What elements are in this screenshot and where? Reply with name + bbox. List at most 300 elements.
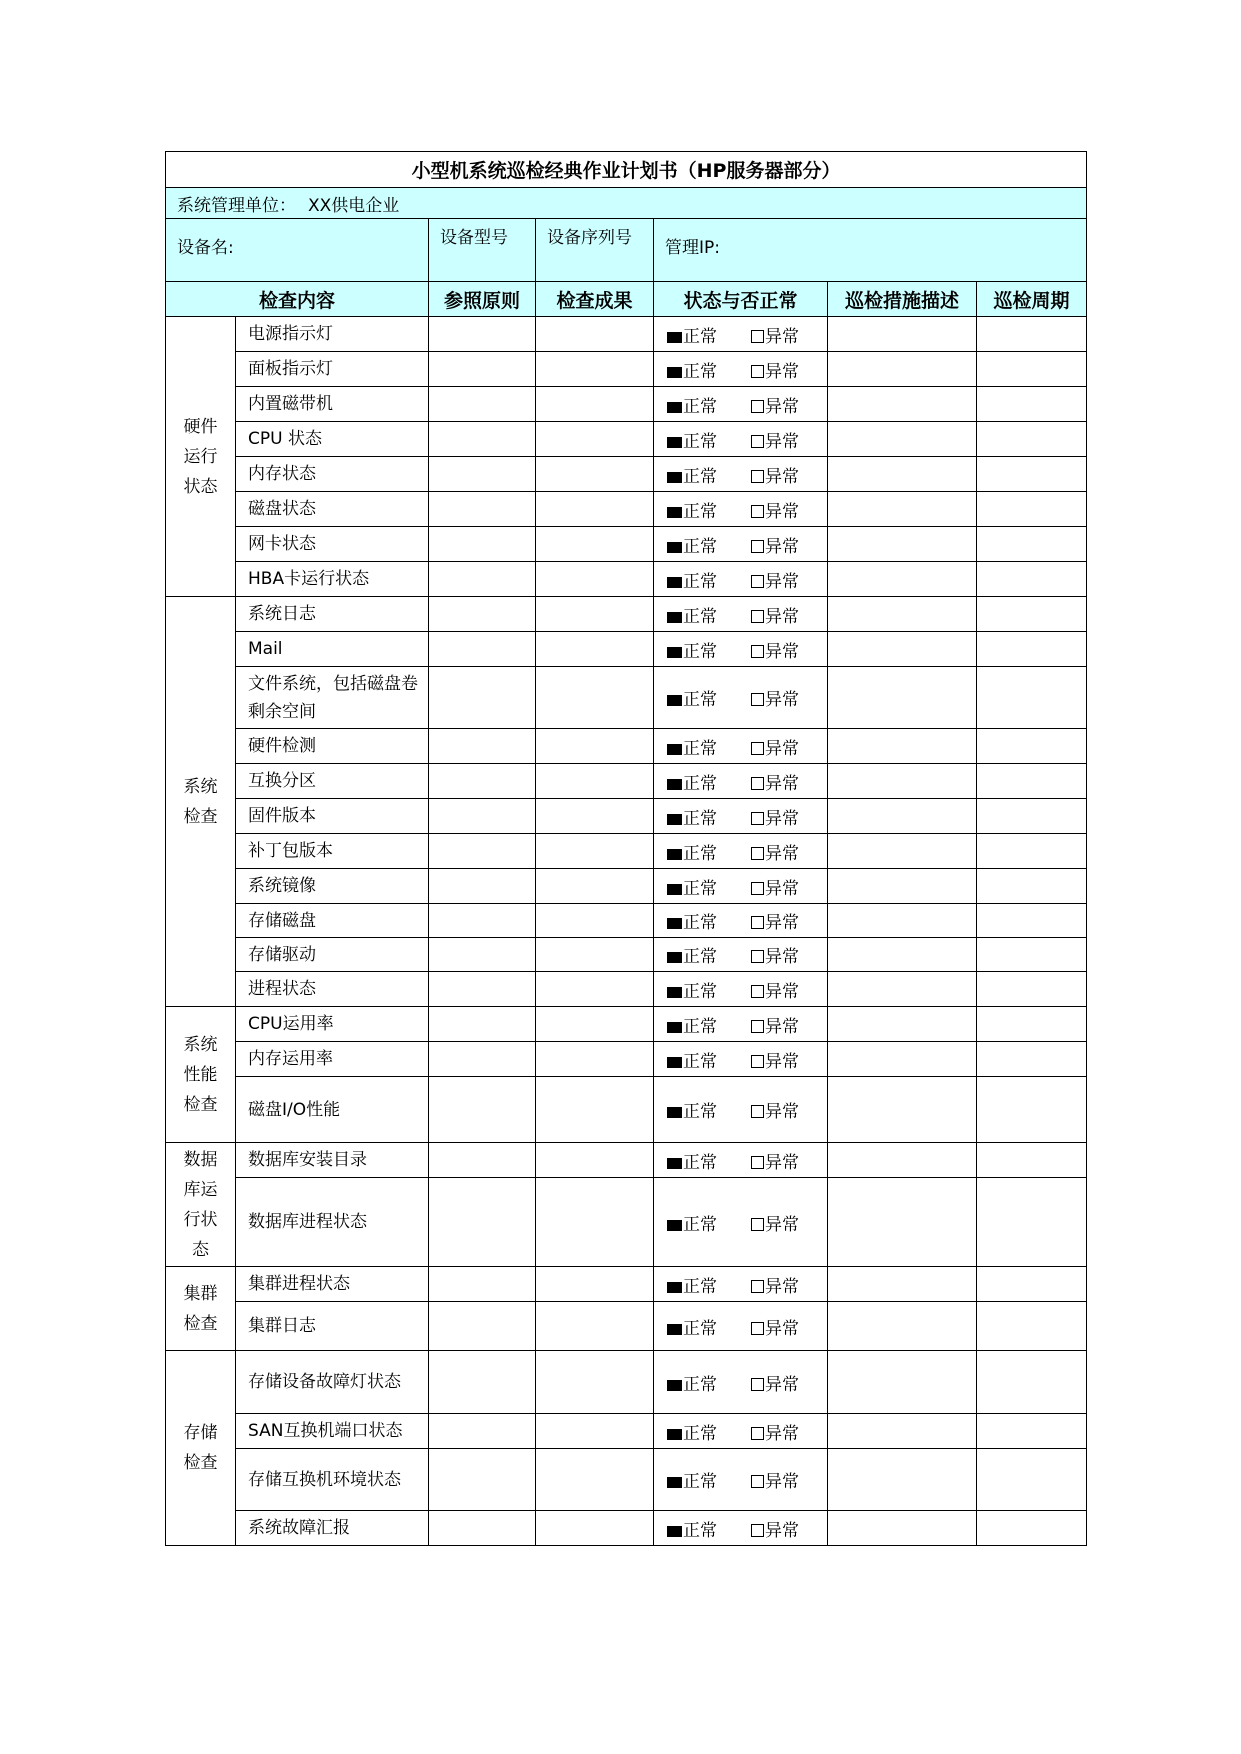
- normal-option[interactable]: [667, 1210, 717, 1235]
- measures-cell[interactable]: [828, 492, 977, 527]
- standard-cell[interactable]: [429, 1302, 536, 1351]
- unchecked-box-icon[interactable]: [751, 400, 764, 413]
- result-cell[interactable]: [536, 869, 654, 904]
- abnormal-option[interactable]: [751, 1419, 799, 1444]
- device-name-cell[interactable]: [166, 219, 429, 282]
- management-unit-value: XX供电企业: [308, 195, 400, 216]
- abnormal-option[interactable]: [751, 1272, 799, 1297]
- status-cell: [654, 904, 828, 938]
- result-cell[interactable]: [536, 1414, 654, 1449]
- unchecked-box-icon[interactable]: [751, 742, 764, 755]
- check-item: CPU 状态: [236, 422, 429, 457]
- checked-box-icon[interactable]: [667, 952, 682, 963]
- normal-label: 正常: [683, 466, 717, 487]
- normal-label: 正常: [683, 1423, 717, 1444]
- abnormal-label: 异常: [765, 1423, 799, 1444]
- period-cell[interactable]: [977, 422, 1087, 457]
- status-cell: [654, 834, 828, 869]
- unchecked-box-icon[interactable]: [751, 1280, 764, 1293]
- result-cell[interactable]: [536, 1449, 654, 1511]
- unchecked-box-icon[interactable]: [751, 330, 764, 343]
- table-row: [166, 387, 1087, 422]
- normal-option[interactable]: [667, 685, 717, 710]
- period-cell[interactable]: [977, 904, 1087, 938]
- checked-box-icon[interactable]: [667, 1526, 682, 1537]
- period-cell[interactable]: [977, 799, 1087, 834]
- result-cell[interactable]: [536, 1143, 654, 1178]
- management-ip-cell[interactable]: [654, 219, 1087, 282]
- measures-cell[interactable]: [828, 1414, 977, 1449]
- period-cell[interactable]: [977, 457, 1087, 492]
- measures-cell[interactable]: [828, 597, 977, 632]
- standard-cell[interactable]: [429, 562, 536, 597]
- normal-option[interactable]: [667, 637, 717, 662]
- period-cell[interactable]: [977, 1007, 1087, 1042]
- abnormal-option[interactable]: [751, 1097, 799, 1122]
- normal-option[interactable]: [667, 497, 717, 522]
- measures-cell[interactable]: [828, 729, 977, 764]
- checked-box-icon[interactable]: [667, 744, 682, 755]
- result-cell[interactable]: [536, 492, 654, 527]
- period-cell[interactable]: [977, 1042, 1087, 1077]
- checked-box-icon[interactable]: [667, 542, 682, 553]
- unchecked-box-icon[interactable]: [751, 693, 764, 706]
- standard-cell[interactable]: [429, 1042, 536, 1077]
- period-cell[interactable]: [977, 1178, 1087, 1267]
- checked-box-icon[interactable]: [667, 437, 682, 448]
- period-cell[interactable]: [977, 729, 1087, 764]
- checked-box-icon[interactable]: [667, 647, 682, 658]
- unchecked-box-icon[interactable]: [751, 985, 764, 998]
- period-cell[interactable]: [977, 764, 1087, 799]
- normal-option[interactable]: [667, 839, 717, 864]
- result-cell[interactable]: [536, 352, 654, 387]
- standard-cell[interactable]: [429, 667, 536, 729]
- measures-cell[interactable]: [828, 799, 977, 834]
- unchecked-box-icon[interactable]: [751, 470, 764, 483]
- table-row: [166, 562, 1087, 597]
- result-cell[interactable]: [536, 1178, 654, 1267]
- check-item: HBA卡运行状态: [236, 562, 429, 597]
- status-cell: [654, 869, 828, 904]
- result-cell[interactable]: [536, 317, 654, 352]
- unchecked-box-icon[interactable]: [751, 777, 764, 790]
- normal-label: 正常: [683, 536, 717, 557]
- checked-box-icon[interactable]: [667, 1429, 682, 1440]
- normal-option[interactable]: [667, 602, 717, 627]
- period-cell[interactable]: [977, 1267, 1087, 1302]
- checked-box-icon[interactable]: [667, 1057, 682, 1068]
- standard-cell[interactable]: [429, 632, 536, 667]
- period-cell[interactable]: [977, 667, 1087, 729]
- checked-box-icon[interactable]: [667, 779, 682, 790]
- abnormal-option[interactable]: [751, 462, 799, 487]
- abnormal-label: 异常: [765, 738, 799, 759]
- unchecked-box-icon[interactable]: [751, 575, 764, 588]
- normal-option[interactable]: [667, 942, 717, 967]
- result-cell[interactable]: [536, 1267, 654, 1302]
- unchecked-box-icon[interactable]: [751, 610, 764, 623]
- measures-cell[interactable]: [828, 667, 977, 729]
- measures-cell[interactable]: [828, 562, 977, 597]
- category-cell: 系统 检查: [166, 597, 236, 1007]
- measures-cell[interactable]: [828, 1302, 977, 1351]
- check-item: 内存状态: [236, 457, 429, 492]
- check-item: 文件系统，包括磁盘卷剩余空间: [236, 667, 429, 729]
- measures-cell[interactable]: [828, 632, 977, 667]
- status-cell: [654, 492, 828, 527]
- measures-cell[interactable]: [828, 972, 977, 1007]
- measures-cell[interactable]: [828, 764, 977, 799]
- normal-option[interactable]: [667, 392, 717, 417]
- standard-cell[interactable]: [429, 387, 536, 422]
- normal-option[interactable]: [667, 1419, 717, 1444]
- normal-label: 正常: [683, 1214, 717, 1235]
- standard-cell[interactable]: [429, 729, 536, 764]
- normal-option[interactable]: [667, 427, 717, 452]
- device-serial-cell[interactable]: [536, 219, 654, 282]
- measures-cell[interactable]: [828, 1449, 977, 1511]
- result-cell[interactable]: [536, 799, 654, 834]
- measures-cell[interactable]: [828, 422, 977, 457]
- period-cell[interactable]: [977, 562, 1087, 597]
- result-cell[interactable]: [536, 562, 654, 597]
- standard-cell[interactable]: [429, 1178, 536, 1267]
- abnormal-option[interactable]: [751, 942, 799, 967]
- abnormal-label: 异常: [765, 641, 799, 662]
- period-cell[interactable]: [977, 834, 1087, 869]
- normal-label: 正常: [683, 361, 717, 382]
- abnormal-option[interactable]: [751, 637, 799, 662]
- normal-option[interactable]: [667, 804, 717, 829]
- status-cell: [654, 1414, 828, 1449]
- normal-label: 正常: [683, 1152, 717, 1173]
- standard-cell[interactable]: [429, 352, 536, 387]
- result-cell[interactable]: [536, 1351, 654, 1414]
- result-cell[interactable]: [536, 729, 654, 764]
- measures-cell[interactable]: [828, 834, 977, 869]
- abnormal-option[interactable]: [751, 1148, 799, 1173]
- standard-cell[interactable]: [429, 764, 536, 799]
- normal-option[interactable]: [667, 1467, 717, 1492]
- measures-cell[interactable]: [828, 1267, 977, 1302]
- checked-box-icon[interactable]: [667, 918, 682, 929]
- check-item: 集群进程状态: [236, 1267, 429, 1302]
- checked-box-icon[interactable]: [667, 1380, 682, 1391]
- normal-label: 正常: [683, 326, 717, 347]
- abnormal-option[interactable]: [751, 497, 799, 522]
- result-cell[interactable]: [536, 387, 654, 422]
- checked-box-icon[interactable]: [667, 1477, 682, 1488]
- abnormal-option[interactable]: [751, 769, 799, 794]
- result-cell[interactable]: [536, 457, 654, 492]
- checked-box-icon[interactable]: [667, 402, 682, 413]
- checked-box-icon[interactable]: [667, 695, 682, 706]
- standard-cell[interactable]: [429, 904, 536, 938]
- management-unit: [166, 188, 1087, 219]
- standard-cell[interactable]: [429, 422, 536, 457]
- measures-cell[interactable]: [828, 1143, 977, 1178]
- unchecked-box-icon[interactable]: [751, 1020, 764, 1033]
- unchecked-box-icon[interactable]: [751, 1055, 764, 1068]
- checked-box-icon[interactable]: [667, 1220, 682, 1231]
- status-cell: [654, 527, 828, 562]
- result-cell[interactable]: [536, 422, 654, 457]
- checked-box-icon[interactable]: [667, 1324, 682, 1335]
- result-cell[interactable]: [536, 667, 654, 729]
- abnormal-option[interactable]: [751, 734, 799, 759]
- normal-option[interactable]: [667, 1097, 717, 1122]
- checked-box-icon[interactable]: [667, 814, 682, 825]
- checked-box-icon[interactable]: [667, 1107, 682, 1118]
- measures-cell[interactable]: [828, 1178, 977, 1267]
- standard-cell[interactable]: [429, 1007, 536, 1042]
- status-cell: [654, 729, 828, 764]
- result-cell[interactable]: [536, 972, 654, 1007]
- unchecked-box-icon[interactable]: [751, 812, 764, 825]
- normal-option[interactable]: [667, 1148, 717, 1173]
- normal-label: 正常: [683, 773, 717, 794]
- measures-cell[interactable]: [828, 938, 977, 972]
- result-cell[interactable]: [536, 1007, 654, 1042]
- measures-cell[interactable]: [828, 1007, 977, 1042]
- result-cell[interactable]: [536, 1511, 654, 1546]
- result-cell[interactable]: [536, 597, 654, 632]
- period-cell[interactable]: [977, 1077, 1087, 1143]
- table-row: [166, 1351, 1087, 1414]
- result-cell[interactable]: [536, 1302, 654, 1351]
- checked-box-icon[interactable]: [667, 1022, 682, 1033]
- standard-cell[interactable]: [429, 317, 536, 352]
- normal-label: 正常: [683, 947, 717, 967]
- result-cell[interactable]: [536, 527, 654, 562]
- check-item: 磁盘I/O性能: [236, 1077, 429, 1143]
- measures-cell[interactable]: [828, 904, 977, 938]
- abnormal-option[interactable]: [751, 357, 799, 382]
- abnormal-option[interactable]: [751, 685, 799, 710]
- unchecked-box-icon[interactable]: [751, 1378, 764, 1391]
- standard-cell[interactable]: [429, 938, 536, 972]
- normal-label: 正常: [683, 606, 717, 627]
- abnormal-option[interactable]: [751, 1210, 799, 1235]
- unchecked-box-icon[interactable]: [751, 916, 764, 929]
- checked-box-icon[interactable]: [667, 884, 682, 895]
- result-cell[interactable]: [536, 1077, 654, 1143]
- status-cell: [654, 972, 828, 1007]
- checked-box-icon[interactable]: [667, 1282, 682, 1293]
- abnormal-option[interactable]: [751, 602, 799, 627]
- abnormal-option[interactable]: [751, 1370, 799, 1395]
- measures-cell[interactable]: [828, 457, 977, 492]
- normal-option[interactable]: [667, 1272, 717, 1297]
- abnormal-option[interactable]: [751, 392, 799, 417]
- period-cell[interactable]: [977, 1351, 1087, 1414]
- result-cell[interactable]: [536, 632, 654, 667]
- unchecked-box-icon[interactable]: [751, 847, 764, 860]
- abnormal-option[interactable]: [751, 1314, 799, 1339]
- abnormal-option[interactable]: [751, 839, 799, 864]
- unchecked-box-icon[interactable]: [751, 1156, 764, 1169]
- period-cell[interactable]: [977, 597, 1087, 632]
- status-cell: [654, 1302, 828, 1351]
- period-cell[interactable]: [977, 492, 1087, 527]
- abnormal-option[interactable]: [751, 532, 799, 557]
- table-row: [166, 972, 1087, 1007]
- table-row: [166, 869, 1087, 904]
- check-item: 补丁包版本: [236, 834, 429, 869]
- measures-cell[interactable]: [828, 352, 977, 387]
- checked-box-icon[interactable]: [667, 472, 682, 483]
- abnormal-option[interactable]: [751, 977, 799, 1002]
- measures-cell[interactable]: [828, 1042, 977, 1077]
- check-item: 电源指示灯: [236, 317, 429, 352]
- period-cell[interactable]: [977, 317, 1087, 352]
- check-item: 集群日志: [236, 1302, 429, 1351]
- period-cell[interactable]: [977, 1414, 1087, 1449]
- period-cell[interactable]: [977, 1143, 1087, 1178]
- measures-cell[interactable]: [828, 1077, 977, 1143]
- period-cell[interactable]: [977, 632, 1087, 667]
- standard-cell[interactable]: [429, 1143, 536, 1178]
- normal-option[interactable]: [667, 567, 717, 592]
- abnormal-label: 异常: [765, 1152, 799, 1173]
- unchecked-box-icon[interactable]: [751, 1475, 764, 1488]
- status-cell: [654, 1007, 828, 1042]
- abnormal-option[interactable]: [751, 322, 799, 347]
- measures-cell[interactable]: [828, 387, 977, 422]
- abnormal-option[interactable]: [751, 804, 799, 829]
- abnormal-option[interactable]: [751, 1012, 799, 1037]
- status-cell: [654, 1267, 828, 1302]
- status-cell: [654, 562, 828, 597]
- checked-box-icon[interactable]: [667, 612, 682, 623]
- checked-box-icon[interactable]: [667, 577, 682, 588]
- unchecked-box-icon[interactable]: [751, 882, 764, 895]
- measures-cell[interactable]: [828, 317, 977, 352]
- abnormal-option[interactable]: [751, 1047, 799, 1072]
- measures-cell[interactable]: [828, 1511, 977, 1546]
- period-cell[interactable]: [977, 972, 1087, 1007]
- normal-option[interactable]: [667, 322, 717, 347]
- normal-option[interactable]: [667, 977, 717, 1002]
- device-model-cell[interactable]: [429, 219, 536, 282]
- unchecked-box-icon[interactable]: [751, 505, 764, 518]
- abnormal-label: 异常: [765, 606, 799, 627]
- unchecked-box-icon[interactable]: [751, 365, 764, 378]
- abnormal-label: 异常: [765, 1102, 799, 1122]
- abnormal-option[interactable]: [751, 427, 799, 452]
- normal-option[interactable]: [667, 1370, 717, 1395]
- checked-box-icon[interactable]: [667, 1158, 682, 1169]
- standard-cell[interactable]: [429, 1351, 536, 1414]
- normal-option[interactable]: [667, 769, 717, 794]
- standard-cell[interactable]: [429, 492, 536, 527]
- unchecked-box-icon[interactable]: [751, 1105, 764, 1118]
- standard-cell[interactable]: [429, 869, 536, 904]
- check-item: 内置磁带机: [236, 387, 429, 422]
- abnormal-label: 异常: [765, 1472, 799, 1492]
- measures-cell[interactable]: [828, 527, 977, 562]
- normal-label: 正常: [683, 1374, 717, 1395]
- standard-cell[interactable]: [429, 597, 536, 632]
- standard-cell[interactable]: [429, 1267, 536, 1302]
- normal-option[interactable]: [667, 1516, 717, 1541]
- normal-option[interactable]: [667, 1012, 717, 1037]
- normal-option[interactable]: [667, 532, 717, 557]
- measures-cell[interactable]: [828, 1351, 977, 1414]
- table-row: [166, 729, 1087, 764]
- abnormal-option[interactable]: [751, 1516, 799, 1541]
- standard-cell[interactable]: [429, 1449, 536, 1511]
- unchecked-box-icon[interactable]: [751, 435, 764, 448]
- unchecked-box-icon[interactable]: [751, 1218, 764, 1231]
- standard-cell[interactable]: [429, 457, 536, 492]
- result-cell[interactable]: [536, 764, 654, 799]
- period-cell[interactable]: [977, 527, 1087, 562]
- checked-box-icon[interactable]: [667, 849, 682, 860]
- normal-option[interactable]: [667, 1047, 717, 1072]
- unchecked-box-icon[interactable]: [751, 645, 764, 658]
- abnormal-option[interactable]: [751, 567, 799, 592]
- normal-option[interactable]: [667, 734, 717, 759]
- period-cell[interactable]: [977, 1302, 1087, 1351]
- unchecked-box-icon[interactable]: [751, 540, 764, 553]
- status-cell: [654, 597, 828, 632]
- period-cell[interactable]: [977, 387, 1087, 422]
- check-item: Mail: [236, 632, 429, 667]
- standard-cell[interactable]: [429, 1077, 536, 1143]
- abnormal-option[interactable]: [751, 908, 799, 933]
- checked-box-icon[interactable]: [667, 332, 682, 343]
- checked-box-icon[interactable]: [667, 507, 682, 518]
- normal-option[interactable]: [667, 462, 717, 487]
- unchecked-box-icon[interactable]: [751, 950, 764, 963]
- check-item: 系统日志: [236, 597, 429, 632]
- abnormal-label: 异常: [765, 1318, 799, 1339]
- result-cell[interactable]: [536, 904, 654, 938]
- standard-cell[interactable]: [429, 834, 536, 869]
- standard-cell[interactable]: [429, 1414, 536, 1449]
- unchecked-box-icon[interactable]: [751, 1427, 764, 1440]
- check-item: 硬件检测: [236, 729, 429, 764]
- period-cell[interactable]: [977, 869, 1087, 904]
- normal-option[interactable]: [667, 908, 717, 933]
- checked-box-icon[interactable]: [667, 987, 682, 998]
- normal-option[interactable]: [667, 1314, 717, 1339]
- period-cell[interactable]: [977, 1449, 1087, 1511]
- period-cell[interactable]: [977, 1511, 1087, 1546]
- period-cell[interactable]: [977, 938, 1087, 972]
- period-cell[interactable]: [977, 352, 1087, 387]
- standard-cell[interactable]: [429, 972, 536, 1007]
- standard-cell[interactable]: [429, 799, 536, 834]
- standard-cell[interactable]: [429, 1511, 536, 1546]
- measures-cell[interactable]: [828, 869, 977, 904]
- unchecked-box-icon[interactable]: [751, 1524, 764, 1537]
- checked-box-icon[interactable]: [667, 367, 682, 378]
- unchecked-box-icon[interactable]: [751, 1322, 764, 1335]
- standard-cell[interactable]: [429, 527, 536, 562]
- normal-option[interactable]: [667, 874, 717, 899]
- normal-option[interactable]: [667, 357, 717, 382]
- result-cell[interactable]: [536, 938, 654, 972]
- abnormal-option[interactable]: [751, 1467, 799, 1492]
- status-cell: [654, 1351, 828, 1414]
- result-cell[interactable]: [536, 1042, 654, 1077]
- result-cell[interactable]: [536, 834, 654, 869]
- abnormal-option[interactable]: [751, 874, 799, 899]
- abnormal-label: 异常: [765, 981, 799, 1002]
